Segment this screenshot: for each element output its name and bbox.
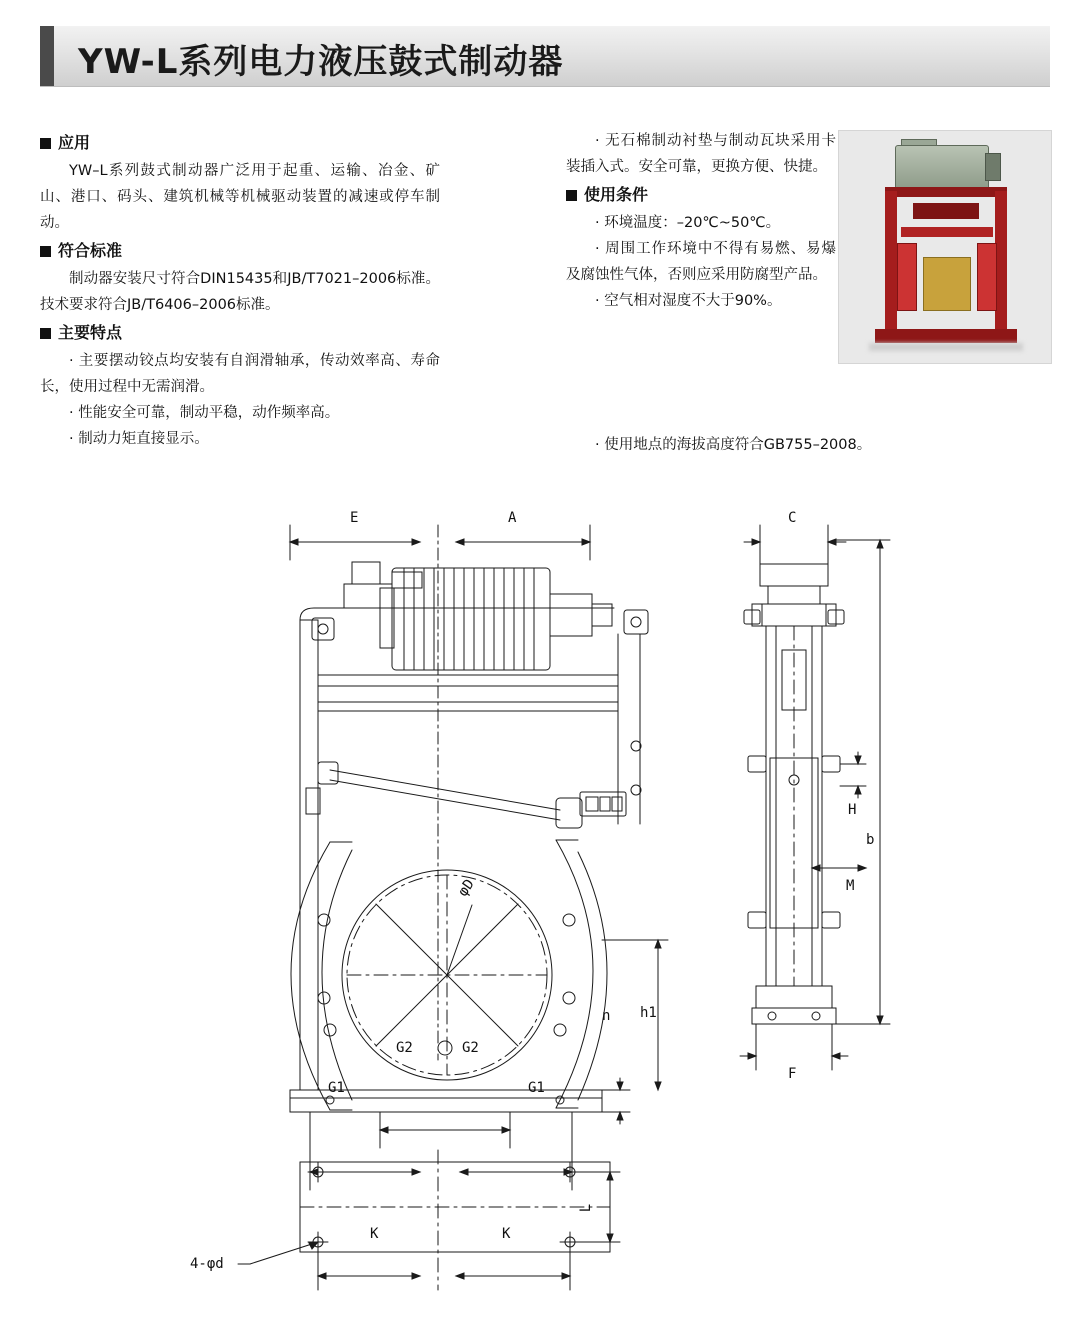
dim-label-G1-right: G1 [528,1080,545,1096]
section-heading-standards [40,238,440,264]
paragraph-standards: 制动器安装尺寸符合DIN15435和JB/T7021–2006标准。技术要求符合JB/T6406–2006标准。 [40,271,440,313]
photo-center-linkage [923,257,971,311]
left-text-column [40,128,440,452]
square-bullet-icon [40,138,51,149]
dim-label-h1: h1 [640,1005,657,1021]
paragraph-application: YW–L系列鼓式制动器广泛用于起重、运输、冶金、矿山、港口、码头、建筑机械等机械驱动装置的减速或停车制动。 [40,163,440,231]
page-title: YW-L系列电力液压鼓式制动器 [78,42,564,82]
dim-label-G1-left: G1 [328,1080,345,1096]
section-heading-label: 应用 [58,133,91,152]
drawing-svg [0,500,1091,1300]
condition-item-4: · 使用地点的海拔高度符合GB755–2008。 [595,437,872,453]
photo-base-plate [875,329,1017,343]
condition-item-2: · 周围工作环境中不得有易燃、易爆及腐蚀性气体，否则应采用防腐型产品。 [566,241,836,283]
photo-upper-bar [913,203,979,219]
section-heading-application [40,130,440,156]
feature-item-1: · 主要摆动铰点均安装有自润滑轴承，传动效率高、寿命长，使用过程中无需润滑。 [40,353,440,395]
square-bullet-icon [40,328,51,339]
dim-label-hole-spec: 4-φd [190,1256,224,1272]
dim-label-K-right: K [502,1226,511,1242]
feature-item-2: · 性能安全可靠，制动平稳，动作频率高。 [69,405,340,421]
section-heading-label: 使用条件 [584,185,649,204]
square-bullet-icon [40,246,51,257]
product-photo-inner [839,131,1051,363]
dim-label-G2-right: G2 [462,1040,479,1056]
section-heading-conditions [566,182,836,208]
dim-label-K-left: K [370,1226,379,1242]
photo-motor-end [985,153,1001,181]
dim-label-H: H [848,802,857,818]
technical-drawing [0,500,1091,1300]
photo-brake-shoe-right [977,243,997,311]
dim-label-A: A [508,510,517,526]
dim-label-M: M [846,878,855,894]
dim-label-L: L [578,1203,595,1213]
square-bullet-icon [566,190,577,201]
right-text-column [566,128,836,314]
dim-label-F: F [788,1066,797,1082]
header-accent-block [40,26,54,86]
photo-motor-body [895,145,989,191]
feature-item-3: · 制动力矩直接显示。 [69,431,209,447]
photo-frame-top [885,187,1007,197]
section-heading-features [40,320,440,346]
dim-label-E: E [350,510,359,526]
photo-frame-left-arm [885,191,897,341]
dim-label-G2-left: G2 [396,1040,413,1056]
dim-label-C: C [788,510,797,526]
photo-shadow [869,343,1023,351]
section-heading-label: 符合标准 [58,241,123,260]
condition-item-1: · 环境温度：–20℃~50℃。 [595,215,781,231]
paragraph-lining: · 无石棉制动衬垫与制动瓦块采用卡装插入式。安全可靠，更换方便、快捷。 [566,133,836,175]
dim-label-n: n [602,1008,611,1024]
dim-label-phiD: φD [455,876,478,900]
dim-label-b: b [866,832,875,848]
condition-item-3: · 空气相对湿度不大于90%。 [595,293,782,309]
photo-brake-shoe-left [897,243,917,311]
section-heading-label: 主要特点 [58,323,123,342]
product-photo [838,130,1052,364]
condition-item-4-wrapper [566,432,996,458]
photo-lower-bar [901,227,993,237]
